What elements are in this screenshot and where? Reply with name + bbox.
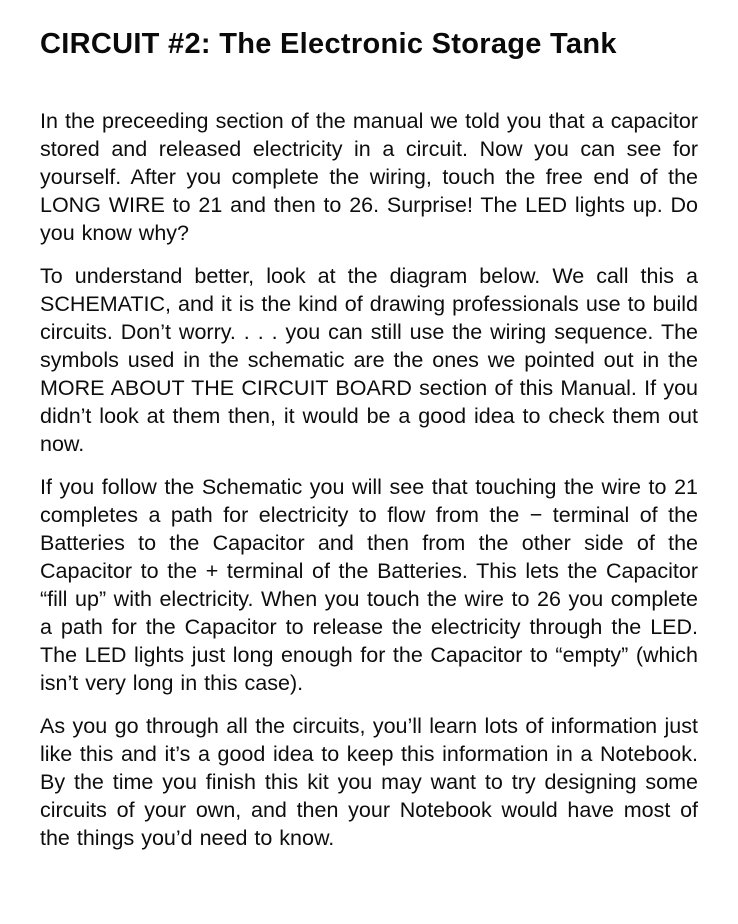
paragraph-notebook-advice: As you go through all the circuits, you’ll learn lots of information just like this and it’s a good idea to keep this information in a Notebook. By the time you finish this kit you may want to try designing some circuits of your own, and then your Notebook would have most of the things you’d need to know. <box>40 714 698 850</box>
paragraph-schematic: To understand better, look at the diagram below. We call this a SCHEMATIC, and it is the kind of drawing professionals use to build circuits. Don’t worry. . . . you can still use the wiring sequence. The symbols used in the schematic are the ones we pointed out in the MORE ABOUT THE CIRCUIT BOARD section of this Manual. If you didn’t look at them then, it would be a good idea to check them out now. <box>40 264 698 456</box>
paragraph-circuit-explanation: If you follow the Schematic you will see that touching the wire to 21 completes a path for electricity to flow from the − terminal of the Batteries to the Capacitor and then from the other side of the Capacitor to the + terminal of the Batteries. This lets the Capacitor “fill up” with electricity. When you touch the wire to 26 you complete a path for the Capacitor to release the electricity through the LED. The LED lights just long enough for the Capacitor to “empty” (which isn’t very long in this case). <box>40 475 698 695</box>
page-title: CIRCUIT #2: The Electronic Storage Tank <box>40 28 617 60</box>
paragraph-intro: In the preceeding section of the manual we told you that a capacitor stored and released electricity in a circuit. Now you can see for yourself. After you complete the wiring, touch the free end of the LONG WIRE to 21 and then to 26. Surprise! The LED lights up. Do you know why? <box>40 109 698 245</box>
